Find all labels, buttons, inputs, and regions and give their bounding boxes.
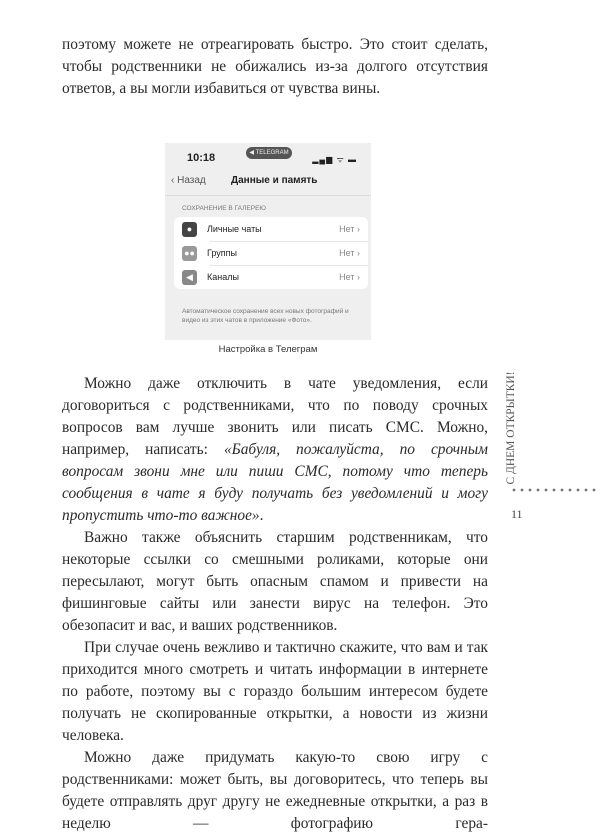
screen-title: Данные и память (231, 175, 318, 186)
running-head-text: С ДНЕМ ОТКРЫТКИ! (505, 371, 517, 485)
running-head (503, 370, 519, 486)
dotted-divider (510, 488, 600, 492)
row-channels[interactable] (174, 265, 368, 289)
row-value: Нет › (339, 272, 360, 282)
row-value: Нет › (339, 248, 360, 258)
group-icon: ●● (182, 246, 197, 261)
row-label: Группы (207, 248, 237, 258)
row-groups[interactable] (174, 241, 368, 265)
page-number: 11 (511, 507, 523, 521)
back-button[interactable]: ‹ Назад (171, 175, 206, 186)
clock: 10:18 (187, 152, 216, 164)
row-label: Личные чаты (207, 224, 262, 234)
telegram-screenshot (165, 143, 371, 340)
settings-group (174, 217, 368, 289)
status-bar (165, 151, 371, 167)
row-label: Каналы (207, 272, 239, 282)
nav-bar (165, 175, 371, 196)
paragraph: Можно даже придумать какую-то свою игру с родственниками: может быть, вы договоритесь, что теперь вы будете отправлять друг другу не ежедневные открытки, а раз в неделю — фотографию гера- (62, 749, 488, 832)
figure-caption: Настройка в Телеграм (218, 344, 318, 355)
megaphone-icon: ◀ (182, 270, 197, 285)
paragraph: Важно также объяснить старшим родственникам, что некоторые ссылки со смешными роликами, которые они пересылают, могут быть опасным спамом и привести на фишинговые сайты или занести вирус на телефон. Это обезопасит и вас, и ваших родственников. (62, 529, 488, 634)
paragraph-text: . (259, 507, 264, 524)
telegram-pill: ◀ TELEGRAM (246, 147, 292, 159)
signal-wifi-battery-icon: ▂▄▆ ᯤ ▬ (312, 155, 357, 164)
row-private-chats[interactable] (174, 217, 368, 241)
row-value: Нет › (339, 224, 360, 234)
person-icon: ● (182, 222, 197, 237)
paragraph (62, 373, 488, 527)
body-text (62, 373, 488, 835)
footer-note: Автоматическое сохранение всех новых фотографий и видео из этих чатов в приложение «Фото». (182, 308, 349, 324)
italic-quote: «Бабуля, пожалуйста, по срочным вопросам звони мне или пиши СМС, потому что теперь сообщения в чате я буду получать без уведомлений и могу пропустить что-то важное» (62, 441, 488, 524)
paragraph-text: Можно даже отключить в чате уведомления, если договориться с родственниками, что по поводу срочных вопросов вам лучше звонить или писать СМС. Можно, например, написать: (62, 375, 488, 458)
top-text (62, 34, 488, 100)
section-header: СОХРАНЕНИЕ В ГАЛЕРЕЮ (182, 205, 266, 212)
paragraph: При случае очень вежливо и тактично скажите, что вам и так приходится много смотреть и читать информации в интернете по работе, поэтому вы с гораздо большим интересом будете получать не скопированные открытки, а новости из жизни человека. (62, 639, 488, 744)
paragraph: поэтому можете не отреагировать быстро. Это стоит сделать, чтобы родственники не обижались из-за долгого отсутствия ответов, а вы могли избавиться от чувства вины. (62, 36, 488, 97)
